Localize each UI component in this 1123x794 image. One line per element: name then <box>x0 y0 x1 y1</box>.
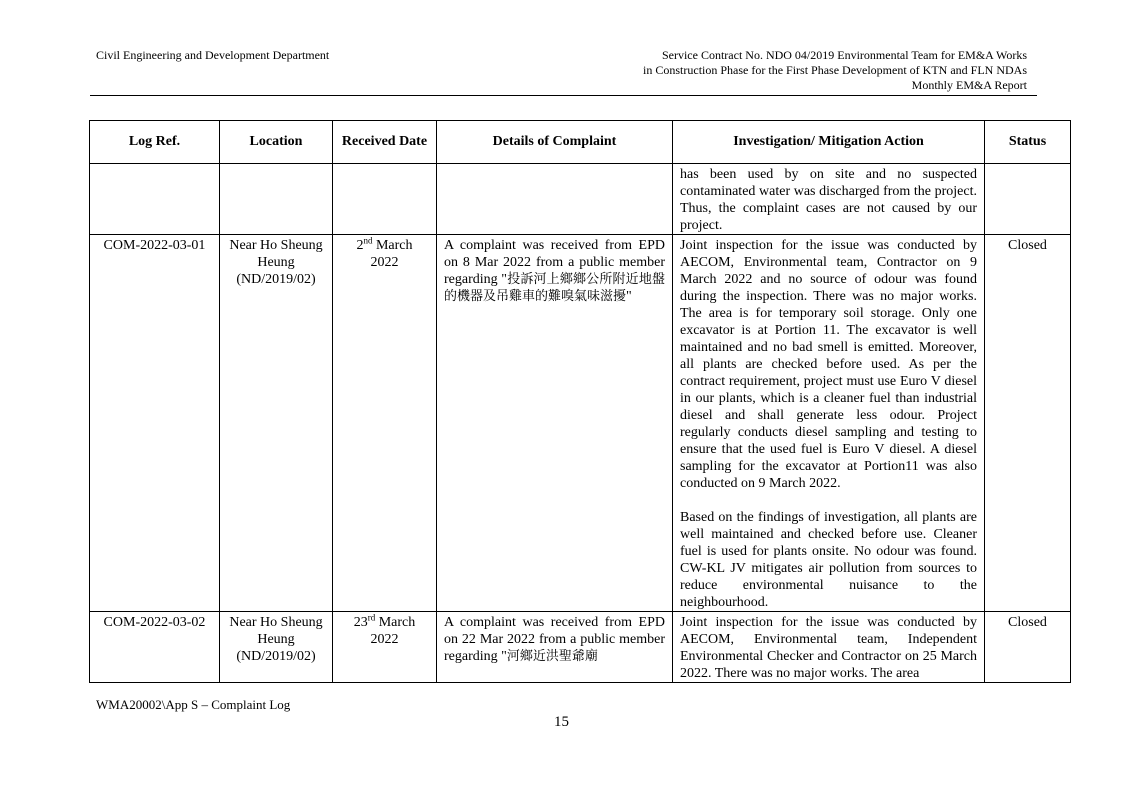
cell-location <box>220 164 333 235</box>
cell-received-date <box>333 235 437 612</box>
investigation-paragraph: Based on the findings of investigation, all plants are well maintained and checked before use. Cleaner fuel is used for plants onsite. No odour was found. CW-KL JV mitigates air pollution from sources to reduce environmental nuisance to the neighbourhood. <box>680 510 977 610</box>
complaint-chinese-text: 河鄉近洪聖爺廟 <box>506 649 598 664</box>
date-month: March <box>375 615 416 630</box>
header-divider <box>90 95 1037 96</box>
table-header-row <box>90 121 1071 164</box>
table-row <box>90 235 1071 612</box>
cell-status: Closed <box>985 612 1071 683</box>
header-contract-line: Service Contract No. NDO 04/2019 Environmental Team for EM&A Works <box>661 48 1027 62</box>
column-header-log-ref: Log Ref. <box>90 121 220 164</box>
column-header-details: Details of Complaint <box>437 121 673 164</box>
cell-details <box>437 235 673 612</box>
cell-investigation <box>673 235 985 612</box>
footer-document-ref: WMA20002\App S – Complaint Log <box>96 697 291 712</box>
received-date <box>340 614 429 631</box>
complaint-text: A complaint was received from EPD on 22 Mar 2022 from a public member regarding " <box>444 615 665 664</box>
cell-location <box>220 612 333 683</box>
cell-status <box>985 164 1071 235</box>
location-line: Heung <box>257 255 295 270</box>
cell-log-ref: COM-2022-03-01 <box>90 235 220 612</box>
header-department: Civil Engineering and Development Department <box>96 48 330 62</box>
header-contract-line: in Construction Phase for the First Phase Development of KTN and FLN NDAs <box>643 63 1027 77</box>
table-row <box>90 164 1071 235</box>
column-header-received-date: Received Date <box>333 121 437 164</box>
date-ordinal-suffix: nd <box>363 235 373 246</box>
investigation-paragraph: Joint inspection for the issue was conducted by AECOM, Environmental team, Contractor on 9 March 2022 and no source of odour was found during the inspection. There was no major works. The area is for temporary soil storage. Only one excavator is at Portion 11. The excavator is well maintained and no bad smell is emitted. Moreover, all plants are checked before used. As per the contract requirement, project must use Euro V diesel in our plants, which is a cleaner fuel than industrial diesel and shall generate less odour. Project regularly conducts diesel sampling and testing to ensure that the used fuel is Euro V diesel. A diesel sampling for the excavator at Portion11 was also conducted on 9 March 2022. <box>680 238 977 491</box>
cell-received-date <box>333 612 437 683</box>
date-ordinal-suffix: rd <box>367 612 376 623</box>
column-header-investigation: Investigation/ Mitigation Action <box>673 121 985 164</box>
column-header-status: Status <box>985 121 1071 164</box>
header-report-name: Monthly EM&A Report <box>911 78 1027 92</box>
header-contract-title <box>643 48 1027 93</box>
location-line: (ND/2019/02) <box>236 272 316 287</box>
location-line: (ND/2019/02) <box>236 649 316 664</box>
column-header-location: Location <box>220 121 333 164</box>
date-year: 2022 <box>370 632 399 647</box>
cell-details <box>437 164 673 235</box>
cell-investigation <box>673 612 985 683</box>
cell-received-date <box>333 164 437 235</box>
complaint-chinese-text: 投訴河上鄉鄉公所附近地盤的機器及吊雞車的難嗅氣味滋擾 <box>444 272 665 304</box>
complaint-log-table <box>89 120 1071 683</box>
date-month: March <box>372 238 413 253</box>
location-line: Heung <box>257 632 295 647</box>
cell-log-ref <box>90 164 220 235</box>
cell-location <box>220 235 333 612</box>
complaint-text-end: " <box>626 289 632 304</box>
date-day: 2 <box>356 238 364 253</box>
cell-investigation: has been used by on site and no suspected contaminated water was discharged from the project. Thus, the complaint cases are not caused by our project. <box>673 164 985 235</box>
date-year: 2022 <box>370 255 399 270</box>
cell-details <box>437 612 673 683</box>
date-day: 23 <box>353 615 368 630</box>
investigation-paragraph: Joint inspection for the issue was conducted by AECOM, Environmental team, Independent Environmental Checker and Contractor on 25 March 2022. There was no major works. The area <box>680 615 977 681</box>
cell-status: Closed <box>985 235 1071 612</box>
complaint-text: A complaint was received from EPD on 8 Mar 2022 from a public member regarding " <box>444 238 665 287</box>
cell-log-ref: COM-2022-03-02 <box>90 612 220 683</box>
table-row <box>90 612 1071 683</box>
location-line: Near Ho Sheung <box>229 615 323 630</box>
received-date <box>340 237 429 254</box>
page-number: 15 <box>554 714 569 730</box>
location-line: Near Ho Sheung <box>229 238 323 253</box>
